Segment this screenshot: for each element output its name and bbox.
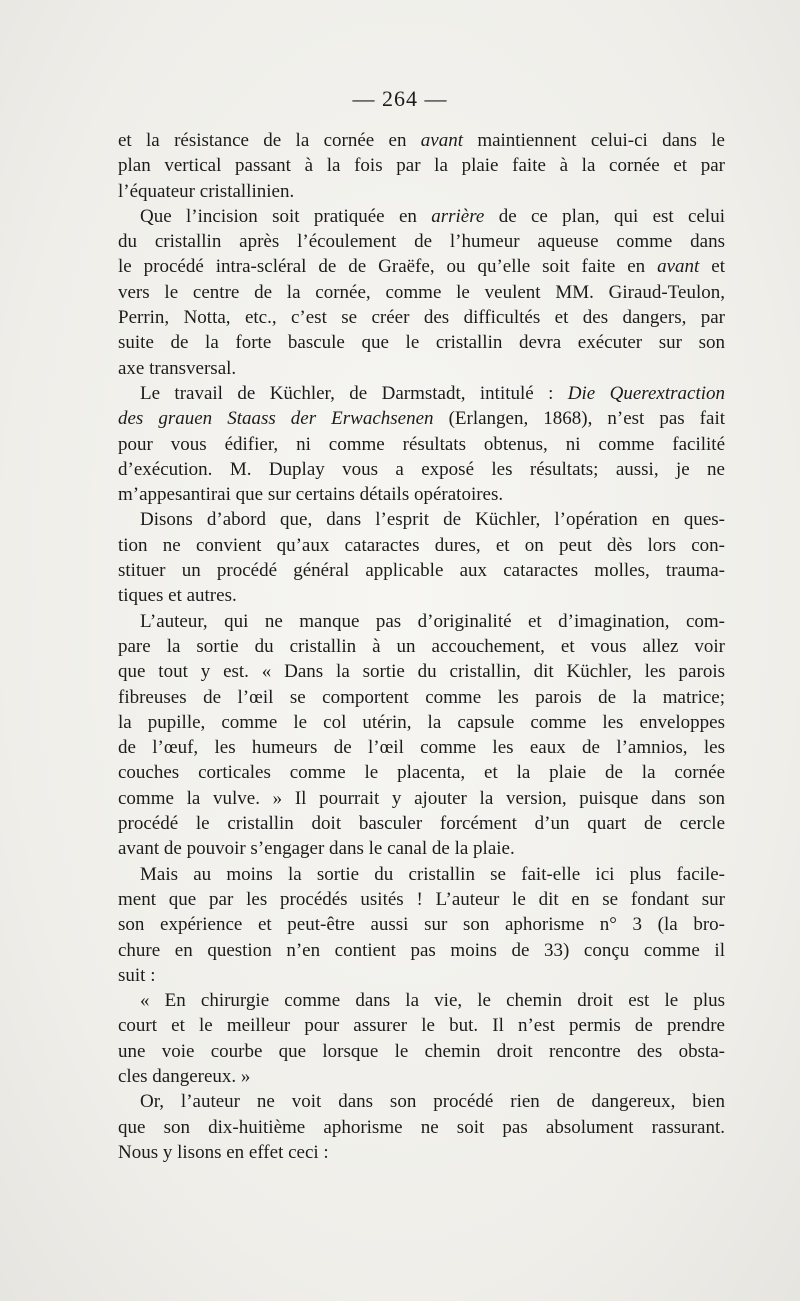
text-line xyxy=(118,811,725,836)
text-line xyxy=(118,988,725,1013)
text-line xyxy=(118,457,725,482)
text-run: Mais au moins la sortie du cristallin se fait-elle ici plus facile- xyxy=(140,863,725,885)
text-line xyxy=(118,128,725,153)
text-line xyxy=(118,330,725,355)
text-run: Que l’incision soit pratiquée en xyxy=(140,205,432,227)
text-run: tiques et autres. xyxy=(118,585,237,607)
text-line xyxy=(118,229,725,254)
text-line xyxy=(118,786,725,811)
italic-run: arrière xyxy=(431,205,485,227)
text-run: Nous y lisons en effet ceci : xyxy=(118,1141,329,1163)
text-run: l’équateur cristallinien. xyxy=(118,180,295,202)
text-run: la pupille, comme le col utérin, la capsule comme les enveloppes xyxy=(118,711,725,733)
text-line xyxy=(118,659,725,684)
italic-run: avant xyxy=(657,256,700,278)
text-line xyxy=(118,179,725,204)
text-line xyxy=(118,305,725,330)
text-run: axe transversal. xyxy=(118,357,237,379)
italic-run: Die Querextraction xyxy=(567,382,725,404)
text-line xyxy=(118,1089,725,1114)
text-line xyxy=(118,887,725,912)
text-line xyxy=(118,533,725,558)
text-run: Disons d’abord que, dans l’esprit de Küchler, l’opération en ques- xyxy=(140,509,725,531)
text-line xyxy=(118,381,725,406)
text-run: tion ne convient qu’aux cataractes dures, et on peut dès lors con- xyxy=(118,534,725,556)
text-line xyxy=(118,836,725,861)
text-line xyxy=(118,1039,725,1064)
page-number: — 264 — xyxy=(352,86,448,111)
text-line xyxy=(118,254,725,279)
text-run: de l’œuf, les humeurs de l’œil comme les eaux de l’amnios, les xyxy=(118,737,725,759)
text-run: « En chirurgie comme dans la vie, le chemin droit est le plus xyxy=(140,990,725,1012)
text-line xyxy=(118,507,725,532)
text-run: le procédé intra-scléral de de Graëfe, ou qu’elle soit faite en xyxy=(118,256,658,278)
italic-run: des grauen Staass der Erwachsenen xyxy=(118,408,434,430)
text-run: procédé le cristallin doit basculer forcément d’un quart de cercle xyxy=(118,813,725,835)
text-run: stituer un procédé général applicable aux cataractes molles, trauma- xyxy=(118,560,725,582)
text-run: que son dix-huitième aphorisme ne soit pas absolument rassurant. xyxy=(118,1116,725,1138)
text-line xyxy=(118,583,725,608)
text-line xyxy=(118,912,725,937)
italic-run: avant xyxy=(420,130,463,151)
text-line xyxy=(118,204,725,229)
text-run: court et le meilleur pour assurer le but. Il n’est permis de prendre xyxy=(118,1015,725,1037)
text-line xyxy=(118,1013,725,1038)
text-run: comme la vulve. » Il pourrait y ajouter la version, puisque dans son xyxy=(118,787,725,809)
text-line xyxy=(118,558,725,583)
text-line xyxy=(118,406,725,431)
text-run: fibreuses de l’œil se comportent comme les parois de la matrice; xyxy=(118,686,725,708)
text-run: de ce plan, qui est celui xyxy=(484,205,725,227)
text-line xyxy=(118,356,725,381)
text-line xyxy=(118,862,725,887)
text-line xyxy=(118,1064,725,1089)
body-text xyxy=(118,128,725,1165)
text-run: et la résistance de la cornée en xyxy=(118,130,421,151)
text-run: Perrin, Notta, etc., c’est se créer des difficultés et des dangers, par xyxy=(118,307,725,329)
text-line xyxy=(118,280,725,305)
text-run: suite de la forte bascule que le cristallin devra exécuter sur son xyxy=(118,332,725,354)
text-line xyxy=(118,482,725,507)
text-run: et xyxy=(699,256,725,278)
text-line xyxy=(118,710,725,735)
text-run: m’appesantirai que sur certains détails opératoires. xyxy=(118,484,504,506)
text-line xyxy=(118,938,725,963)
text-run: du cristallin après l’écoulement de l’humeur aqueuse comme dans xyxy=(118,231,725,253)
text-run: avant de pouvoir s’engager dans le canal de la plaie. xyxy=(118,838,515,860)
text-run: cles dangereux. » xyxy=(118,1065,251,1087)
text-line xyxy=(118,609,725,634)
text-line xyxy=(118,432,725,457)
text-run: (Erlangen, 1868), n’est pas fait xyxy=(433,408,726,430)
text-line xyxy=(118,153,725,178)
text-run: plan vertical passant à la fois par la plaie faite à la cornée et par xyxy=(118,155,725,177)
text-run: Le travail de Küchler, de Darmstadt, intitulé : xyxy=(140,382,568,404)
text-run: chure en question n’en contient pas moins de 33) conçu comme il xyxy=(118,939,725,961)
text-run: maintiennent celui-ci dans le xyxy=(463,130,725,151)
text-run: son expérience et peut-être aussi sur son aphorisme n° 3 (la bro- xyxy=(118,914,725,936)
text-line xyxy=(118,1115,725,1140)
text-line xyxy=(118,963,725,988)
text-line xyxy=(118,685,725,710)
text-run: Or, l’auteur ne voit dans son procédé rien de dangereux, bien xyxy=(140,1091,725,1113)
text-run: que tout y est. « Dans la sortie du cristallin, dit Küchler, les parois xyxy=(118,661,725,683)
text-run: d’exécution. M. Duplay vous a exposé les résultats; aussi, je ne xyxy=(118,458,725,480)
text-run: une voie courbe que lorsque le chemin droit rencontre des obsta- xyxy=(118,1040,725,1062)
text-line xyxy=(118,1140,725,1165)
text-line xyxy=(118,634,725,659)
text-run: vers le centre de la cornée, comme le veulent MM. Giraud-Teulon, xyxy=(118,281,725,303)
text-run: ment que par les procédés usités ! L’auteur le dit en se fondant sur xyxy=(118,888,725,910)
text-run: L’auteur, qui ne manque pas d’originalité et d’imagination, com- xyxy=(140,610,725,632)
text-line xyxy=(118,760,725,785)
text-run: pour vous édifier, ni comme résultats obtenus, ni comme facilité xyxy=(118,433,725,455)
text-run: pare la sortie du cristallin à un accouchement, et vous allez voir xyxy=(118,635,725,657)
text-line xyxy=(118,735,725,760)
text-run: suit : xyxy=(118,964,156,986)
text-run: couches corticales comme le placenta, et la plaie de la cornée xyxy=(118,762,725,784)
